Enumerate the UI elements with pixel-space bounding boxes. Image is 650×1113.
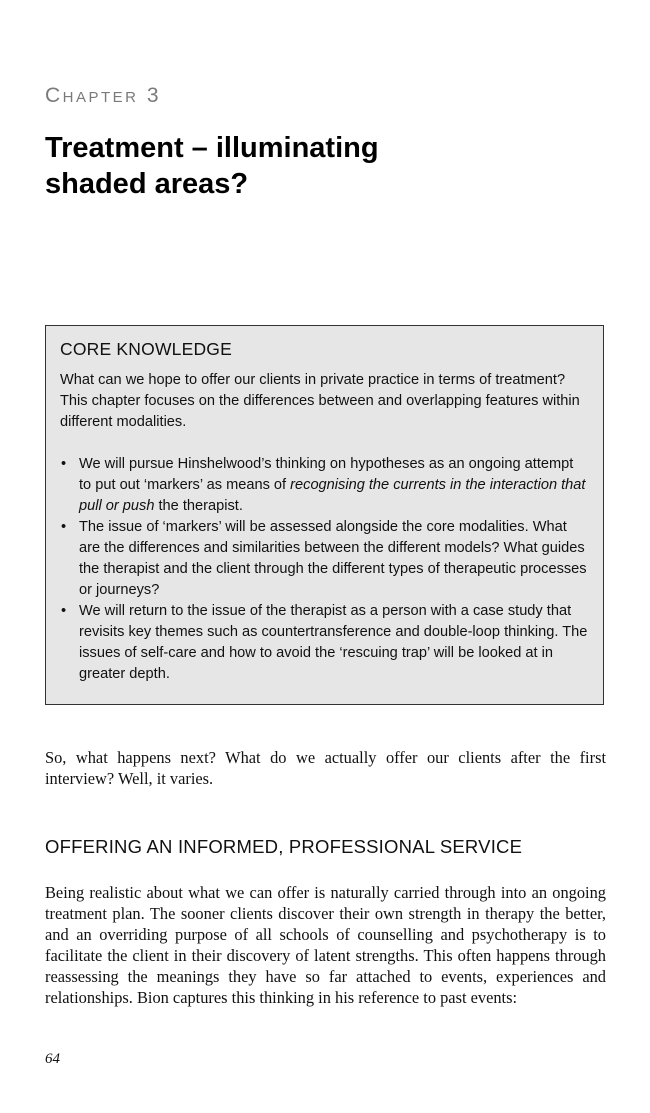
core-knowledge-bullet: • The issue of ‘markers’ will be assessed alongside the core modalities. What are the differences and similarities between the different models? What guides the therapist and the client through the different types of therapeutic processes or journeys? [60, 517, 589, 601]
intro-paragraph: So, what happens next? What do we actually offer our clients after the first interview? Well, it varies. [45, 748, 606, 788]
chapter-label: Chapter 3 [45, 84, 162, 107]
core-knowledge-box [45, 325, 604, 705]
bullet-text: the therapist. [154, 498, 243, 514]
core-knowledge-intro: What can we hope to offer our clients in private practice in terms of treatment? This chapter focuses on the differences between and overlapping features within different modalities. [60, 372, 580, 430]
core-knowledge-bullet: • We will return to the issue of the therapist as a person with a case study that revisits key themes such as countertransference and double-loop thinking. The issues of self-care and how to avoid the ‘rescuing trap’ will be looked at in greater depth. [60, 601, 589, 685]
core-knowledge-heading: CORE KNOWLEDGE [60, 339, 232, 359]
section-heading: OFFERING AN INFORMED, PROFESSIONAL SERVICE [45, 836, 523, 857]
chapter-title: Treatment – illuminating shaded areas? [45, 132, 379, 200]
core-knowledge-bullet [60, 454, 589, 517]
section-paragraph: Being realistic about what we can offer is naturally carried through into an ongoing treatment plan. The sooner clients discover their own strength in therapy the better, and an overriding purpose of all schools of counselling and psychotherapy is to facilitate the client in their discovery of latent strengths. This often happens through reassessing the meanings they have so far attached to events, experiences and relationships. Bion captures this thinking in his reference to past events: [45, 883, 606, 1007]
bullet-text: We will pursue Hinshelwood’s thinking on hypotheses as an ongoing attempt to put out ‘markers’ as means of [79, 456, 574, 493]
page-number: 64 [45, 1051, 60, 1067]
core-knowledge-list [60, 454, 589, 685]
bullet-emphasis: recognising the currents in the interaction that pull or push [79, 477, 586, 514]
